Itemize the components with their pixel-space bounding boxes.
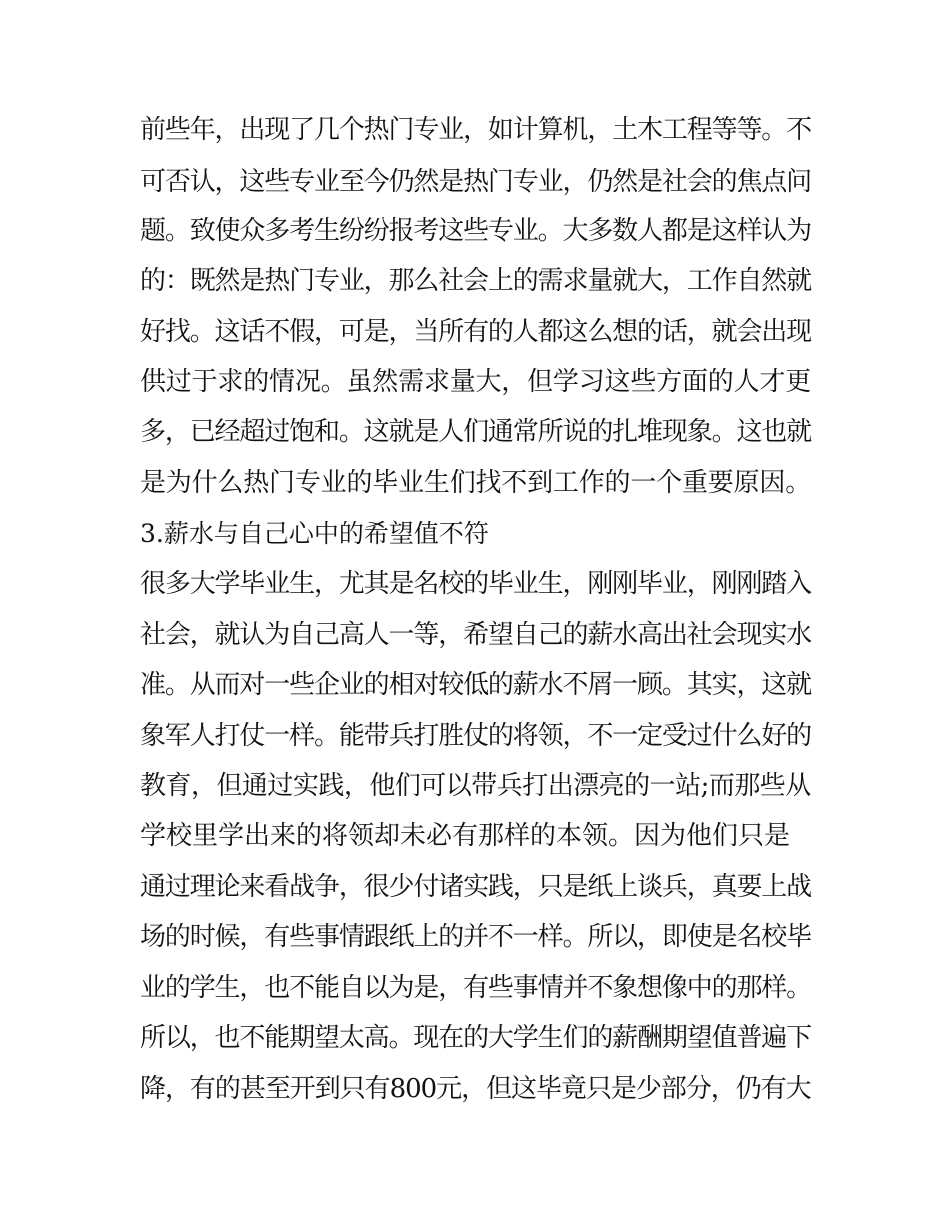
paragraph-line: 是为什么热门专业的毕业生们找不到工作的一个重要原因。 <box>140 468 812 498</box>
paragraph-line: 题。致使众多考生纷纷报考这些专业。大多数人都是这样认为 <box>140 216 812 246</box>
paragraph-line: 学校里学出来的将领却未必有那样的本领。因为他们只是 <box>140 821 791 851</box>
paragraph-line: 的：既然是热门专业，那么社会上的需求量就大，工作自然就 <box>140 266 812 296</box>
paragraph-line: 准。从而对一些企业的相对较低的薪水不屑一顾。其实，这就 <box>140 670 812 700</box>
paragraph-line: 所以，也不能期望太高。现在的大学生们的薪酬期望值普遍下 <box>140 1023 812 1053</box>
paragraph-line: 社会，就认为自己高人一等，希望自己的薪水高出社会现实水 <box>140 620 812 650</box>
paragraph-line: 可否认，这些专业至今仍然是热门专业，仍然是社会的焦点问 <box>140 167 812 197</box>
paragraph-line: 前些年，出现了几个热门专业，如计算机，土木工程等等。不 <box>140 115 812 145</box>
paragraph-line: 多，已经超过饱和。这就是人们通常所说的扎堆现象。这也就 <box>140 417 812 447</box>
section-heading: 3.薪水与自己心中的希望值不符 <box>140 519 489 548</box>
paragraph-line: 供过于求的情况。虽然需求量大，但学习这些方面的人才更 <box>140 367 812 397</box>
paragraph-line: 通过理论来看战争，很少付诸实践，只是纸上谈兵，真要上战 <box>140 872 812 902</box>
paragraph-line: 场的时候，有些事情跟纸上的并不一样。所以，即使是名校毕 <box>140 922 812 952</box>
paragraph-line: 教育，但通过实践，他们可以带兵打出漂亮的一站;而那些从 <box>140 771 811 801</box>
paragraph-line: 很多大学毕业生，尤其是名校的毕业生，刚刚毕业，刚刚踏入 <box>140 569 812 599</box>
paragraph-line: 好找。这话不假，可是，当所有的人都这么想的话，就会出现 <box>140 317 812 347</box>
paragraph-line: 象军人打仗一样。能带兵打胜仗的将领，不一定受过什么好的 <box>140 721 812 751</box>
paragraph-line: 降，有的甚至开到只有800元，但这毕竟只是少部分，仍有大 <box>140 1074 811 1104</box>
paragraph-line: 业的学生，也不能自以为是，有些事情并不象想像中的那样。 <box>140 973 812 1003</box>
